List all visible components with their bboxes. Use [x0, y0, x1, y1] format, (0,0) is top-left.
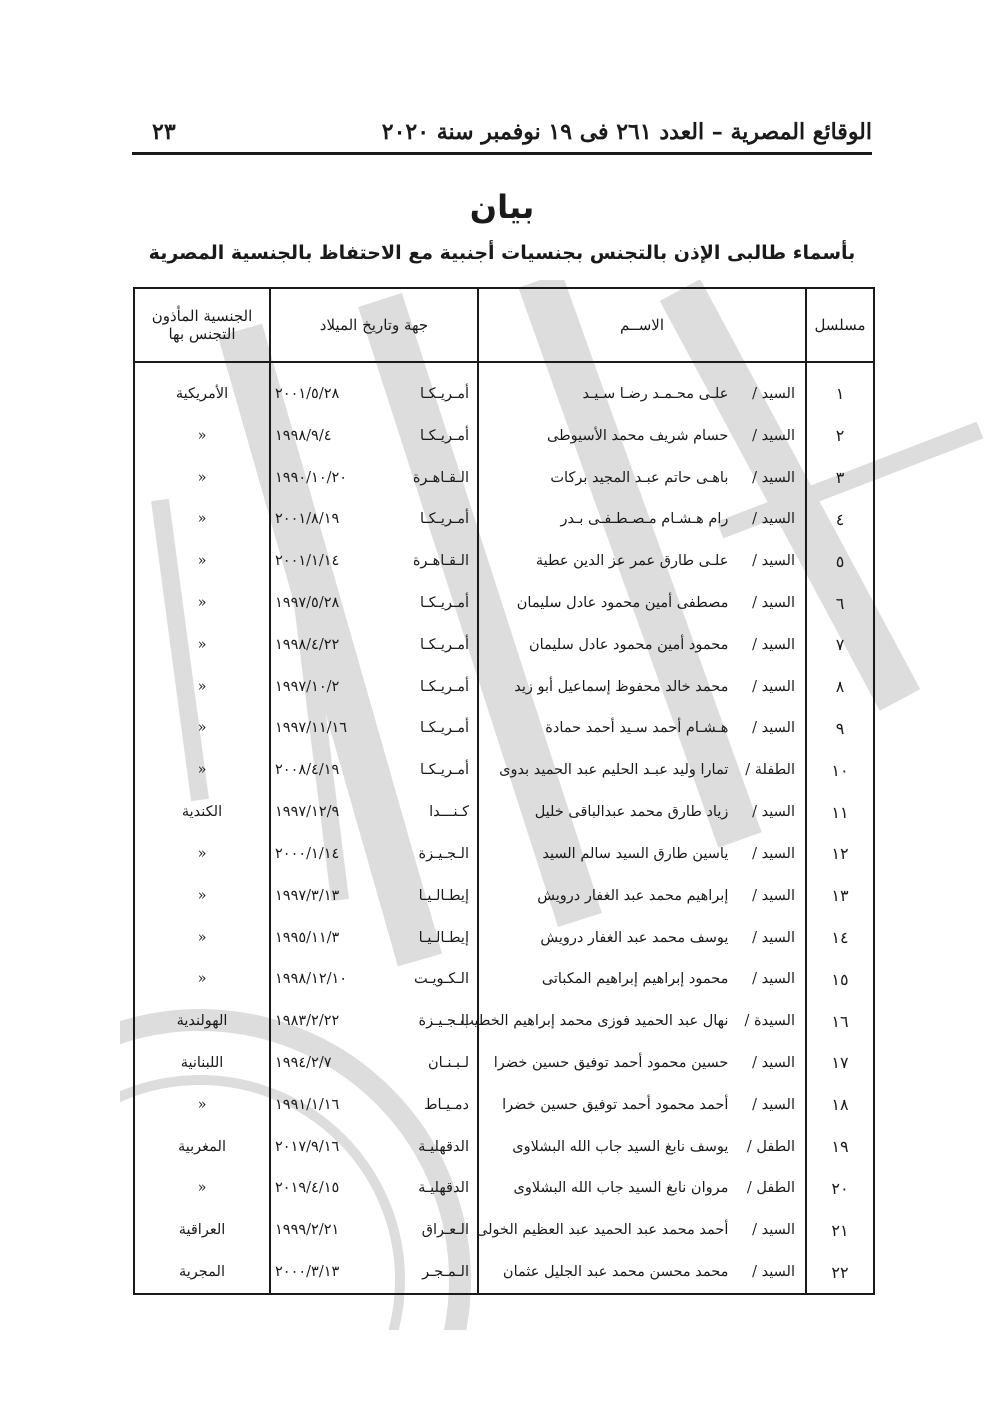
nationality-cell: العراقية [134, 1209, 270, 1251]
birth-place: الـكـويـت [414, 971, 469, 988]
birth-place: الـقـاهـرة [412, 469, 469, 486]
birth-date: ٢٠٠١/١/١٤ [275, 553, 340, 570]
birth-place: الـعـراق [421, 1222, 469, 1239]
birth-place: الـمـجـر [422, 1264, 469, 1281]
serial-cell: ١٧ [806, 1042, 874, 1084]
birth-date: ٢٠٠٠/٣/١٣ [275, 1264, 340, 1281]
nationality-cell: « [134, 666, 270, 708]
birth-cell [270, 1000, 478, 1042]
name-cell [478, 1126, 806, 1168]
birth-date: ١٩٩٨/٤/٢٢ [275, 636, 340, 653]
table-row [134, 457, 874, 499]
page-header [132, 112, 872, 155]
birth-place: أمـريـكـا [419, 720, 469, 737]
nationality-cell: « [134, 582, 270, 624]
serial-cell: ٧ [806, 624, 874, 666]
birth-date: ٢٠١٧/٩/١٦ [275, 1138, 340, 1155]
birth-place: أمـريـكـا [419, 762, 469, 779]
nationality-cell: « [134, 708, 270, 750]
header-nationality-line2: التجنس بها [168, 325, 236, 343]
table-row [134, 1126, 874, 1168]
name-cell [478, 1209, 806, 1251]
birth-date: ٢٠٠١/٥/٢٨ [275, 385, 340, 402]
serial-cell: ١ [806, 362, 874, 415]
serial-cell: ١٢ [806, 833, 874, 875]
name-cell [478, 917, 806, 959]
person-name: مصطفى أمين محمود عادل سليمان [516, 595, 729, 612]
honorific: السيد / [752, 1096, 795, 1113]
gazette-issue-title: الوقائع المصرية – العدد ٢٦١ فى ١٩ نوفمبر سنة ٢٠٢٠ [381, 119, 872, 145]
honorific: السيد / [752, 385, 795, 402]
nationality-cell: « [134, 415, 270, 457]
serial-cell: ١٥ [806, 958, 874, 1000]
birth-place: دمـيـاط [424, 1096, 469, 1113]
table-header-row [134, 288, 874, 362]
table-row [134, 362, 874, 415]
birth-place: الـقـاهـرة [412, 553, 469, 570]
name-cell [478, 415, 806, 457]
table-row [134, 917, 874, 959]
nationality-cell: « [134, 749, 270, 791]
person-name: باهـى حاتم عبـد المجيد بركات [550, 469, 729, 486]
birth-date: ٢٠١٩/٤/١٥ [275, 1180, 340, 1197]
table-row [134, 1168, 874, 1210]
person-name: حسام شريف محمد الأسيوطى [547, 427, 729, 444]
birth-place: أمـريـكـا [419, 595, 469, 612]
birth-place: الـجـيـزة [418, 1013, 469, 1030]
name-cell [478, 499, 806, 541]
birth-date: ١٩٩١/١/١٦ [275, 1096, 340, 1113]
birth-place: أمـريـكـا [419, 385, 469, 402]
birth-cell [270, 666, 478, 708]
name-cell [478, 875, 806, 917]
table-row [134, 1084, 874, 1126]
birth-cell [270, 499, 478, 541]
header-name: الاســم [478, 288, 806, 362]
honorific: السيد / [752, 595, 795, 612]
birth-place: أمـريـكـا [419, 427, 469, 444]
nationality-cell: « [134, 499, 270, 541]
honorific: الطفل / [746, 1180, 795, 1197]
person-name: هـشـام أحمد سـيد أحمد حمادة [545, 720, 729, 737]
honorific: السيدة / [744, 1013, 795, 1030]
birth-date: ١٩٩٧/١١/١٦ [275, 720, 348, 737]
person-name: أحمد محمود أحمد توفيق حسين خضرا [502, 1096, 729, 1113]
birth-place: أمـريـكـا [419, 636, 469, 653]
header-nationality-line1: الجنسية المأذون [151, 307, 253, 325]
honorific: السيد / [752, 887, 795, 904]
nationality-cell: « [134, 1168, 270, 1210]
birth-place: أمـريـكـا [419, 511, 469, 528]
name-cell [478, 1084, 806, 1126]
nationality-cell: « [134, 875, 270, 917]
birth-cell [270, 582, 478, 624]
birth-date: ٢٠٠١/٨/١٩ [275, 511, 340, 528]
birth-cell [270, 1084, 478, 1126]
name-cell [478, 666, 806, 708]
birth-place: إيطـالـيـا [418, 887, 469, 904]
person-name: إبراهيم محمد عبد الغفار درويش [537, 887, 729, 904]
nationality-cell: « [134, 917, 270, 959]
honorific: الطفلة / [745, 762, 795, 779]
nationality-cell: « [134, 540, 270, 582]
person-name: محمود إبراهيم إبراهيم المكباتى [541, 971, 729, 988]
table-row [134, 833, 874, 875]
serial-cell: ٤ [806, 499, 874, 541]
serial-cell: ٢٠ [806, 1168, 874, 1210]
header-birth-place-date: جهة وتاريخ الميلاد [270, 288, 478, 362]
birth-cell [270, 791, 478, 833]
serial-cell: ٢ [806, 415, 874, 457]
person-name: ياسين طارق السيد سالم السيد [542, 845, 729, 862]
table-row [134, 666, 874, 708]
birth-place: إيطـالـيـا [418, 929, 469, 946]
page-number: ٢٣ [152, 119, 176, 145]
nationality-cell: « [134, 457, 270, 499]
nationality-cell: « [134, 1084, 270, 1126]
table-row [134, 582, 874, 624]
name-cell [478, 791, 806, 833]
birth-cell [270, 749, 478, 791]
table-row [134, 1209, 874, 1251]
honorific: الطفل / [746, 1138, 795, 1155]
honorific: السيد / [752, 553, 795, 570]
birth-date: ١٩٩٧/٥/٢٨ [275, 595, 340, 612]
honorific: السيد / [752, 720, 795, 737]
nationality-cell: المجرية [134, 1251, 270, 1294]
table-row [134, 1000, 874, 1042]
nationality-cell: المغربية [134, 1126, 270, 1168]
honorific: السيد / [752, 636, 795, 653]
person-name: رام هـشـام مـصـطـفـى بـدر [560, 511, 729, 528]
birth-cell [270, 917, 478, 959]
birth-place: الدقهليـة [418, 1138, 469, 1155]
birth-cell [270, 1042, 478, 1084]
serial-cell: ١٠ [806, 749, 874, 791]
person-name: محمود أمين محمود عادل سليمان [528, 636, 729, 653]
nationality-cell: « [134, 958, 270, 1000]
nationality-cell: الهولندية [134, 1000, 270, 1042]
birth-place: لـبـنـان [428, 1054, 469, 1071]
document-subtitle: بأسماء طالبى الإذن بالتجنس بجنسيات أجنبية مع الاحتفاظ بالجنسية المصرية [148, 242, 856, 264]
honorific: السيد / [752, 1054, 795, 1071]
person-name: تمارا وليد عبـد الحليم عبد الحميد بدوى [499, 762, 729, 779]
person-name: يوسف محمد عبد الغفار درويش [540, 929, 729, 946]
honorific: السيد / [752, 804, 795, 821]
header-nationality [134, 288, 270, 362]
nationality-cell: الأمريكية [134, 362, 270, 415]
honorific: السيد / [752, 1264, 795, 1281]
header-serial: مسلسل [806, 288, 874, 362]
name-cell [478, 833, 806, 875]
birth-date: ١٩٩٥/١١/٣ [275, 929, 340, 946]
honorific: السيد / [752, 929, 795, 946]
honorific: السيد / [752, 469, 795, 486]
birth-cell [270, 540, 478, 582]
birth-date: ١٩٩٨/١٢/١٠ [275, 971, 348, 988]
serial-cell: ٦ [806, 582, 874, 624]
person-name: علـى محـمـد رضـا سـيـد [582, 385, 729, 402]
serial-cell: ٢١ [806, 1209, 874, 1251]
person-name: علـى طارق عمر عز الدين عطية [535, 553, 729, 570]
birth-place: كـنـــدا [429, 804, 469, 821]
serial-cell: ١٦ [806, 1000, 874, 1042]
name-cell [478, 958, 806, 1000]
table-row [134, 499, 874, 541]
person-name: زياد طارق محمد عبدالباقى خليل [534, 804, 729, 821]
applicants-table [133, 287, 875, 1295]
person-name: يوسف نابغ السيد جاب الله البشلاوى [512, 1138, 729, 1155]
person-name: نهال عبد الحميد فوزى محمد إبراهيم الخطيب [460, 1013, 729, 1030]
name-cell [478, 540, 806, 582]
serial-cell: ٩ [806, 708, 874, 750]
person-name: مروان نابغ السيد جاب الله البشلاوى [513, 1180, 729, 1197]
honorific: السيد / [752, 427, 795, 444]
birth-cell [270, 1168, 478, 1210]
table-row [134, 1042, 874, 1084]
table-row [134, 1251, 874, 1294]
birth-date: ١٩٩٩/٢/٢١ [275, 1222, 340, 1239]
name-cell [478, 362, 806, 415]
birth-place: الدقهليـة [418, 1180, 469, 1197]
birth-cell [270, 875, 478, 917]
table-row [134, 540, 874, 582]
person-name: حسين محمود أحمد توفيق حسين خضرا [493, 1054, 729, 1071]
table-row [134, 415, 874, 457]
serial-cell: ١٤ [806, 917, 874, 959]
nationality-cell: الكندية [134, 791, 270, 833]
birth-cell [270, 457, 478, 499]
serial-cell: ١١ [806, 791, 874, 833]
serial-cell: ١٩ [806, 1126, 874, 1168]
serial-cell: ٢٢ [806, 1251, 874, 1294]
birth-place: الـجـيـزة [418, 845, 469, 862]
birth-date: ٢٠٠٨/٤/١٩ [275, 762, 340, 779]
birth-cell [270, 415, 478, 457]
honorific: السيد / [752, 511, 795, 528]
birth-date: ١٩٩٤/٢/٧ [275, 1054, 332, 1071]
name-cell [478, 1168, 806, 1210]
table-row [134, 875, 874, 917]
table-row [134, 749, 874, 791]
birth-cell [270, 362, 478, 415]
name-cell [460, 1000, 806, 1042]
table-row [134, 708, 874, 750]
serial-cell: ٨ [806, 666, 874, 708]
birth-date: ١٩٩٧/٣/١٣ [275, 887, 340, 904]
nationality-cell: اللبنانية [134, 1042, 270, 1084]
name-cell [478, 1042, 806, 1084]
name-cell [478, 708, 806, 750]
birth-place: أمـريـكـا [419, 678, 469, 695]
nationality-cell: « [134, 624, 270, 666]
honorific: السيد / [752, 678, 795, 695]
name-cell [478, 1251, 806, 1294]
birth-date: ١٩٩٧/١٢/٩ [275, 804, 340, 821]
birth-date: ١٩٩٠/١٠/٢٠ [275, 469, 348, 486]
serial-cell: ٣ [806, 457, 874, 499]
document-title: بيان [469, 188, 535, 226]
person-name: أحمد محمد عبد الحميد عبد العظيم الخولى [476, 1222, 729, 1239]
table-row [134, 791, 874, 833]
serial-cell: ١٣ [806, 875, 874, 917]
birth-cell [270, 833, 478, 875]
name-cell [478, 582, 806, 624]
birth-date: ١٩٨٣/٢/٢٢ [275, 1013, 340, 1030]
person-name: محمد خالد محفوظ إسماعيل أبو زيد [514, 678, 729, 695]
honorific: السيد / [752, 971, 795, 988]
table-row [134, 958, 874, 1000]
honorific: السيد / [752, 845, 795, 862]
birth-cell [270, 1209, 478, 1251]
table-row [134, 624, 874, 666]
birth-cell [270, 958, 478, 1000]
birth-cell [270, 624, 478, 666]
name-cell [478, 624, 806, 666]
honorific: السيد / [752, 1222, 795, 1239]
serial-cell: ٥ [806, 540, 874, 582]
birth-cell [270, 1251, 478, 1294]
birth-date: ١٩٩٧/١٠/٢ [275, 678, 340, 695]
person-name: محمد محسن محمد عبد الجليل عثمان [502, 1264, 729, 1281]
birth-date: ١٩٩٨/٩/٤ [275, 427, 332, 444]
serial-cell: ١٨ [806, 1084, 874, 1126]
name-cell [478, 749, 806, 791]
birth-cell [270, 1126, 478, 1168]
birth-cell [270, 708, 478, 750]
nationality-cell: « [134, 833, 270, 875]
name-cell [478, 457, 806, 499]
birth-date: ٢٠٠٠/١/١٤ [275, 845, 340, 862]
